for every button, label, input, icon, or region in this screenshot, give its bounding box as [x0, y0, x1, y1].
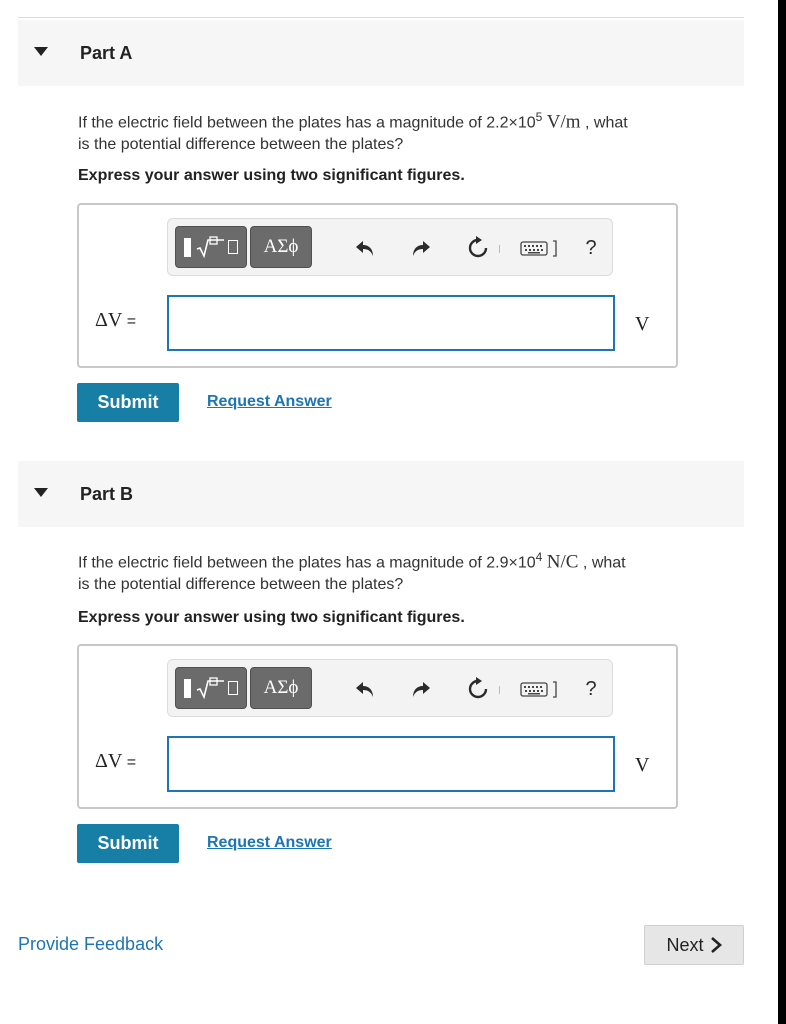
- equals-sign: =: [122, 313, 137, 330]
- part-a-title: Part A: [80, 43, 133, 63]
- question-exponent: 5: [535, 110, 543, 124]
- part-b-instruction: Express your answer using two significant figures.: [78, 609, 465, 626]
- part-a-question: [78, 106, 748, 156]
- next-button[interactable]: [644, 925, 744, 965]
- answer-input[interactable]: [167, 736, 615, 792]
- variable-label: [95, 309, 136, 332]
- answer-unit: V: [635, 313, 650, 335]
- keyboard-icon[interactable]: [520, 235, 560, 261]
- undo-icon[interactable]: [352, 235, 378, 261]
- part-a-header[interactable]: [18, 20, 744, 86]
- top-divider: [18, 17, 744, 18]
- reset-icon[interactable]: [465, 676, 491, 702]
- templates-icon: [184, 238, 191, 257]
- toolbar-divider: [499, 245, 500, 253]
- sqrt-icon: [195, 236, 225, 258]
- undo-icon[interactable]: [352, 676, 378, 702]
- templates-button[interactable]: [175, 226, 247, 268]
- box-icon: [228, 240, 238, 254]
- equals-sign: =: [122, 754, 137, 771]
- caret-down-icon[interactable]: [34, 488, 48, 497]
- box-icon: [228, 681, 238, 695]
- question-line-2: is the potential difference between the plates?: [78, 576, 404, 594]
- part-a-answer-box: [77, 203, 678, 368]
- provide-feedback-link[interactable]: Provide Feedback: [18, 934, 164, 954]
- field-unit: N/C: [546, 551, 579, 573]
- templates-icon: [184, 679, 191, 698]
- answer-unit: V: [635, 754, 650, 776]
- question-suffix: , what: [585, 114, 628, 132]
- question-exponent: 4: [535, 550, 543, 564]
- question-text: If the electric field between the plates has a magnitude of 2.9×10: [78, 554, 536, 572]
- math-toolbar: [167, 218, 613, 276]
- submit-button[interactable]: Submit: [77, 824, 179, 863]
- part-b-title: Part B: [80, 484, 134, 504]
- part-b-header[interactable]: [18, 461, 744, 527]
- request-answer-link[interactable]: Request Answer: [207, 834, 332, 851]
- next-label: Next: [666, 934, 704, 955]
- redo-icon[interactable]: [408, 235, 434, 261]
- part-b-answer-box: [77, 644, 678, 809]
- answer-input[interactable]: [167, 295, 615, 351]
- part-a-instruction: Express your answer using two significant figures.: [78, 167, 465, 184]
- help-icon[interactable]: ?: [585, 677, 597, 700]
- field-unit: V/m: [546, 111, 581, 133]
- symbols-button[interactable]: ΑΣϕ: [250, 667, 312, 709]
- reset-icon[interactable]: [465, 235, 491, 261]
- submit-button[interactable]: Submit: [77, 383, 179, 422]
- request-answer-link[interactable]: Request Answer: [207, 393, 332, 410]
- caret-down-icon[interactable]: [34, 47, 48, 56]
- question-text: If the electric field between the plates has a magnitude of 2.2×10: [78, 114, 536, 132]
- math-toolbar: [167, 659, 613, 717]
- toolbar-divider: [499, 686, 500, 694]
- templates-button[interactable]: [175, 667, 247, 709]
- variable-label: [95, 750, 136, 773]
- help-icon[interactable]: ?: [585, 236, 597, 259]
- variable-symbol: ΔV: [95, 750, 123, 772]
- chevron-right-icon: [710, 937, 722, 953]
- question-suffix: , what: [582, 554, 626, 572]
- keyboard-icon[interactable]: [520, 676, 560, 702]
- sqrt-icon: [195, 677, 225, 699]
- redo-icon[interactable]: [408, 676, 434, 702]
- part-b-question: [78, 546, 748, 596]
- variable-symbol: ΔV: [95, 309, 123, 331]
- window-edge: [778, 0, 786, 1024]
- symbols-button[interactable]: ΑΣϕ: [250, 226, 312, 268]
- question-line-2: is the potential difference between the plates?: [78, 136, 404, 154]
